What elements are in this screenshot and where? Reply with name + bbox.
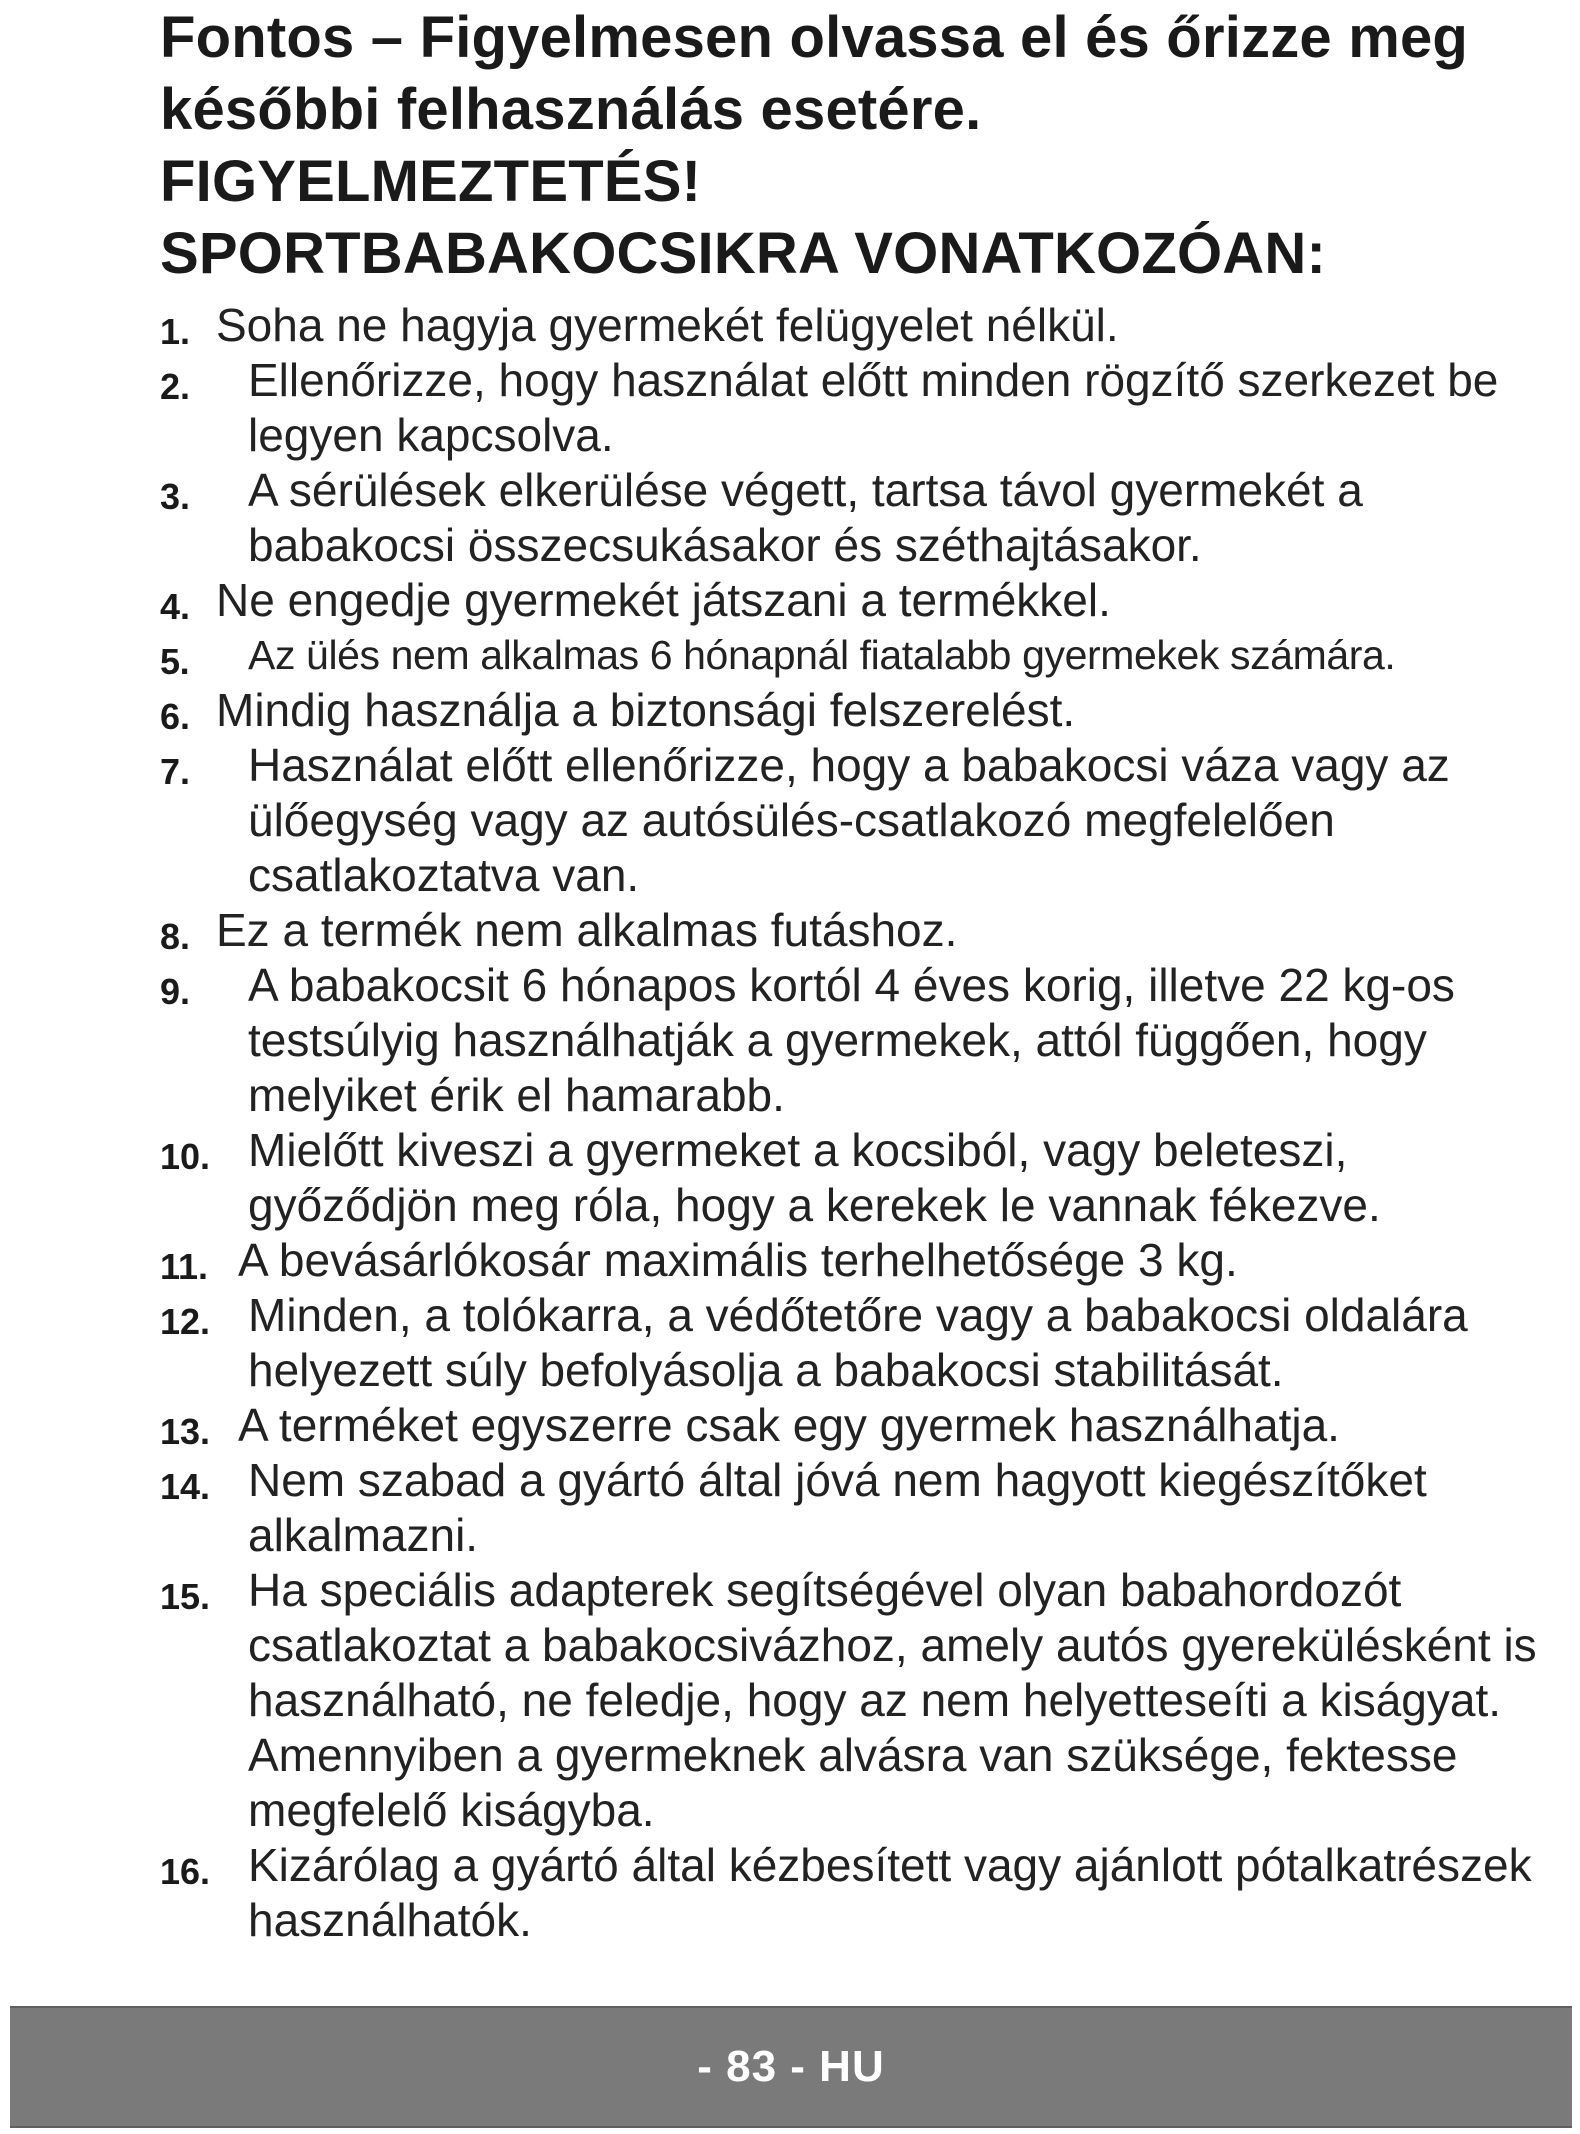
item-text: A babakocsit 6 hónapos kortól 4 éves korig, illetve 22 kg-os testsúlyig használhatják a gyermekek, attól függően, hogy melyiket érik el hamarabb. <box>248 959 1455 1121</box>
list-item <box>160 1233 1540 1288</box>
item-number: 3. <box>160 476 191 517</box>
item-text: Kizárólag a gyártó által kézbesített vagy ajánlott pótalkatrészek használhatók. <box>248 1839 1532 1946</box>
item-number: 5. <box>160 641 190 682</box>
item-text: Ez a termék nem alkalmas futáshoz. <box>216 904 958 956</box>
item-text: Soha ne hagyja gyermekét felügyelet nélkül. <box>216 299 1119 351</box>
item-number: 1. <box>160 311 191 352</box>
item-text: Nem szabad a gyártó által jóvá nem hagyott kiegészítőket alkalmazni. <box>248 1454 1427 1561</box>
item-text: Mielőtt kiveszi a gyermeket a kocsiból, vagy beleteszi, győződjön meg róla, hogy a kerekek le vannak fékezve. <box>248 1124 1381 1231</box>
item-text: Ne engedje gyermekét játszani a termékkel. <box>216 574 1111 626</box>
item-text: Az ülés nem alkalmas 6 hónapnál fiatalabb gyermekek számára. <box>248 632 1396 678</box>
item-number: 6. <box>160 696 191 737</box>
item-text: Használat előtt ellenőrizze, hogy a babakocsi váza vagy az ülőegység vagy az autósülés-csatlakozó megfelelően csatlakoztatva van. <box>248 739 1450 901</box>
item-text: A terméket egyszerre csak egy gyermek használhatja. <box>238 1399 1340 1451</box>
page-footer <box>10 2006 1572 2128</box>
item-number: 4. <box>160 586 191 627</box>
page-heading <box>160 2 1520 290</box>
item-number: 12. <box>160 1301 211 1342</box>
list-item <box>160 298 1540 353</box>
list-item <box>160 463 1540 573</box>
item-number: 13. <box>160 1411 211 1452</box>
list-item <box>160 958 1540 1123</box>
list-item <box>160 738 1540 903</box>
item-text: Ellenőrizze, hogy használat előtt minden rögzítő szerkezet be legyen kapcsolva. <box>248 354 1499 461</box>
page-number: - 83 - HU <box>697 2042 885 2091</box>
item-text: Minden, a tolókarra, a védőtetőre vagy a babakocsi oldalára helyezett súly befolyásolja a babakocsi stabilitását. <box>248 1289 1468 1396</box>
item-number: 14. <box>160 1466 211 1507</box>
heading-line-2: későbbi felhasználás esetére. <box>160 77 982 142</box>
list-item <box>160 353 1540 463</box>
item-number: 10. <box>160 1136 211 1177</box>
item-text: Ha speciális adapterek segítségével olyan babahordozót csatlakoztat a babakocsivázhoz, amely autós gyerekülésként is használható, ne feledje, hogy az nem helyetteseíti a kiságyat. Amennyiben a gyermeknek alvásra van szüksége, fektesse megfelelő kiságyba. <box>248 1564 1537 1836</box>
item-number: 11. <box>160 1246 209 1287</box>
list-item <box>160 903 1540 958</box>
item-number: 15. <box>160 1576 211 1617</box>
list-item <box>160 1288 1540 1398</box>
warning-list <box>160 298 1540 1948</box>
list-item <box>160 1123 1540 1233</box>
list-item <box>160 1563 1540 1838</box>
list-item <box>160 573 1540 628</box>
heading-line-1: Fontos – Figyelmesen olvassa el és őrizze meg <box>160 5 1469 70</box>
list-item <box>160 1453 1540 1563</box>
item-text: A bevásárlókosár maximális terhelhetősége 3 kg. <box>238 1234 1238 1286</box>
item-number: 16. <box>160 1851 211 1892</box>
list-item <box>160 628 1540 683</box>
item-number: 2. <box>160 366 191 407</box>
list-item <box>160 683 1540 738</box>
item-text: Mindig használja a biztonsági felszerelést. <box>216 684 1076 736</box>
heading-line-3: FIGYELMEZTETÉS! <box>160 149 702 214</box>
list-item <box>160 1838 1540 1948</box>
list-item <box>160 1398 1540 1453</box>
item-number: 7. <box>160 751 191 792</box>
item-number: 8. <box>160 916 191 957</box>
item-text: A sérülések elkerülése végett, tartsa távol gyermekét a babakocsi összecsukásakor és széthajtásakor. <box>248 464 1363 571</box>
heading-line-4: SPORTBABAKOCSIKRA VONATKOZÓAN: <box>160 221 1326 286</box>
item-number: 9. <box>160 971 191 1012</box>
